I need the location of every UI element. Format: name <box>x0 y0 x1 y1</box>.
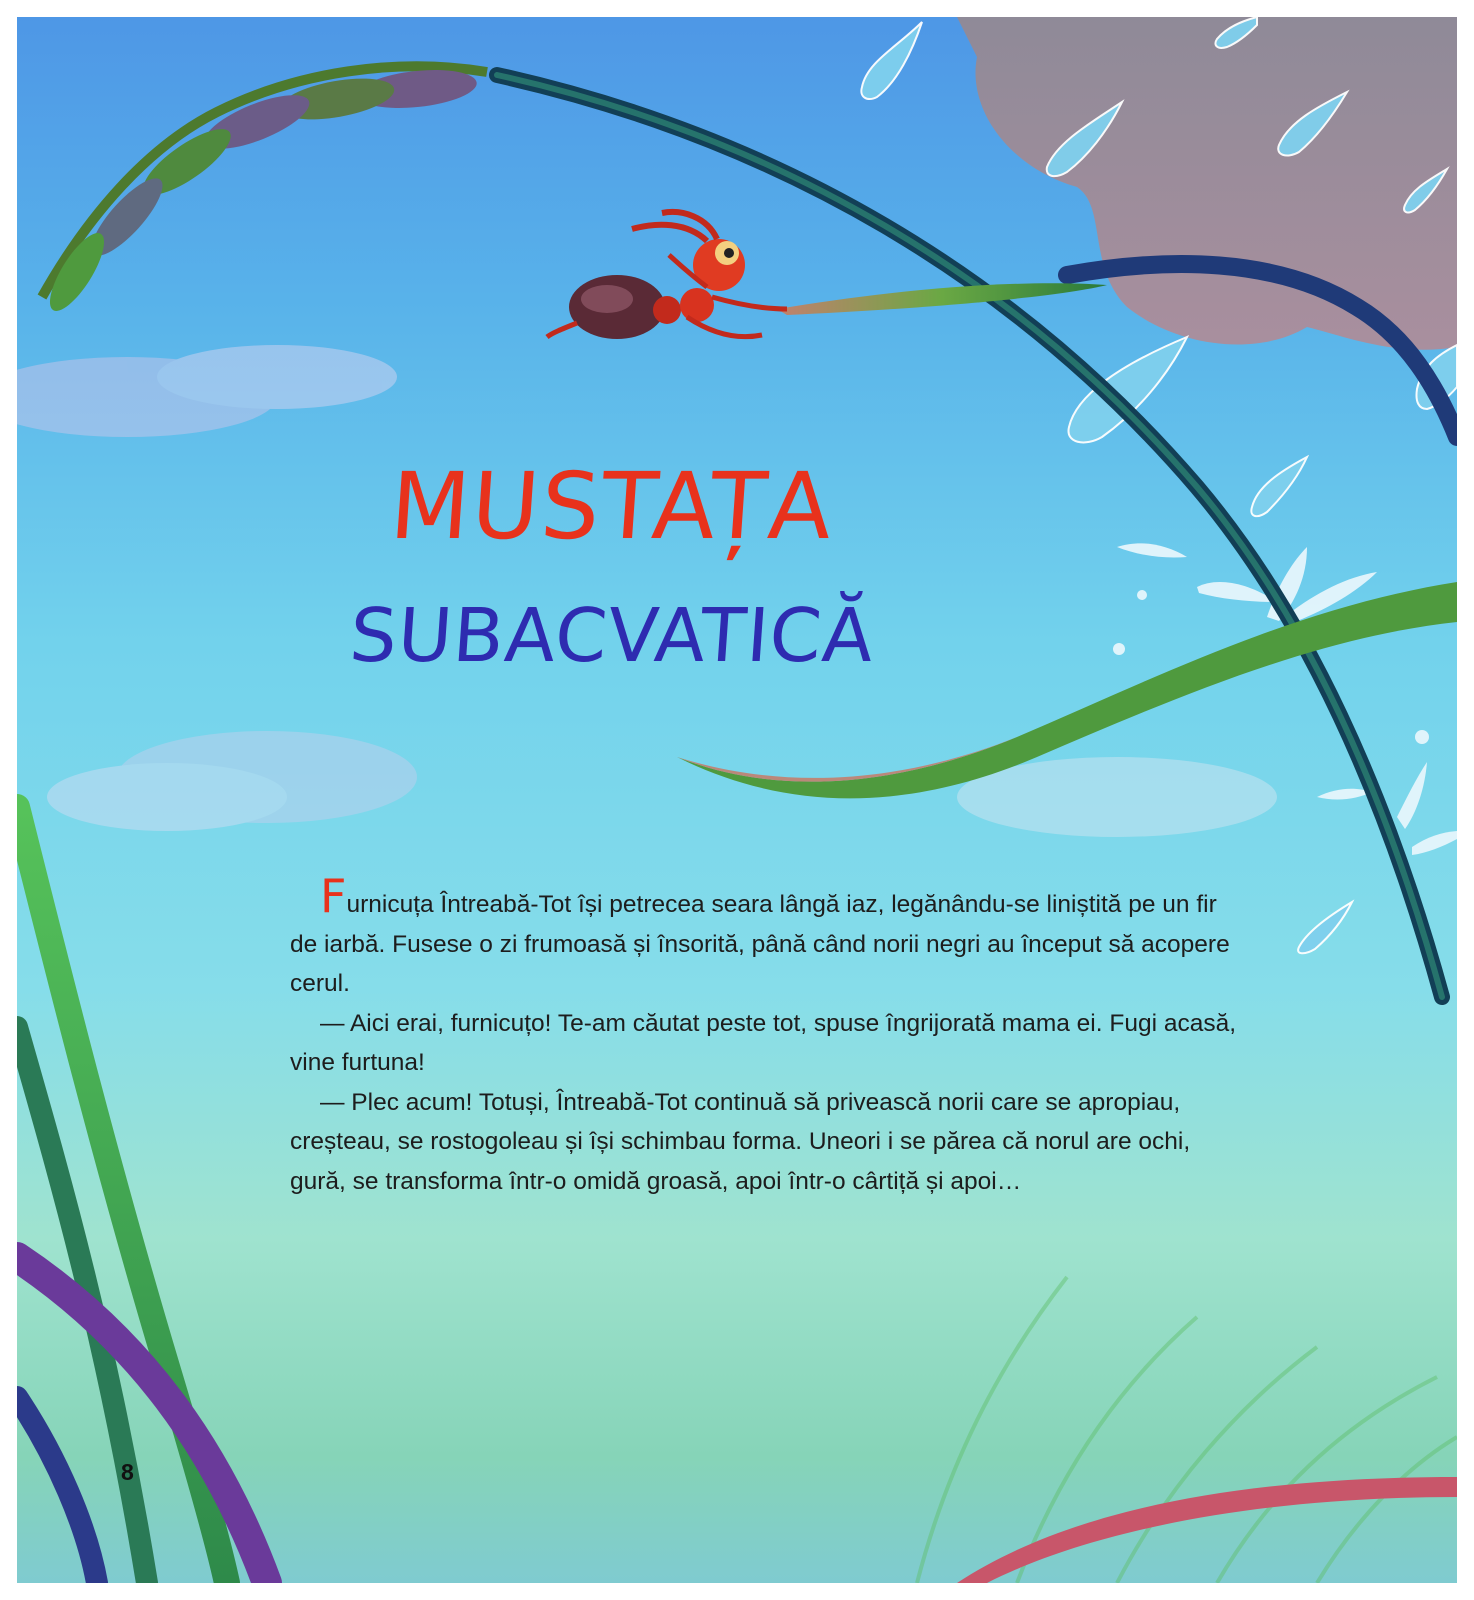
book-page <box>17 17 1457 1583</box>
bottom-grass <box>917 1277 1457 1583</box>
drop-cap: F <box>320 869 347 923</box>
ant-illustration <box>547 212 787 339</box>
paragraph-3: — Plec acum! Totuși, Întreabă-Tot continuă să privească norii care se apropiau, creșteau, se rostogoleau și își schimbau forma. Uneori i se părea că norul are ochi, gură, se transforma într-o omidă groasă, apoi într-o cârtiță și apoi… <box>290 1088 1191 1195</box>
leaf-blade <box>777 283 1107 315</box>
page-number: 8 <box>121 1459 134 1485</box>
bottom-red-blade <box>957 1477 1457 1583</box>
paragraph-2: — Aici erai, furnicuțo! Te-am căutat peste tot, spuse îngrijorată mama ei. Fugi acasă, vine furtuna! <box>290 1009 1237 1076</box>
illustration <box>17 17 1457 1583</box>
story-text <box>290 869 1250 1201</box>
wheat-ear <box>40 65 487 318</box>
left-grass-stems <box>17 807 267 1583</box>
paragraph-1-text: urnicuța Întreabă-Tot își petrecea seara lângă iaz, legănându-se liniștită pe un fir de iarbă. Fusese o zi frumoasă și însorită, până când norii negri au început să acopere cerul. <box>290 891 1230 997</box>
title-line-2: SUBACVATICĂ <box>346 593 877 679</box>
paragraph-1 <box>290 869 1250 1004</box>
storm-cloud <box>957 17 1457 350</box>
title-line-1: MUSTAȚA <box>386 453 838 560</box>
